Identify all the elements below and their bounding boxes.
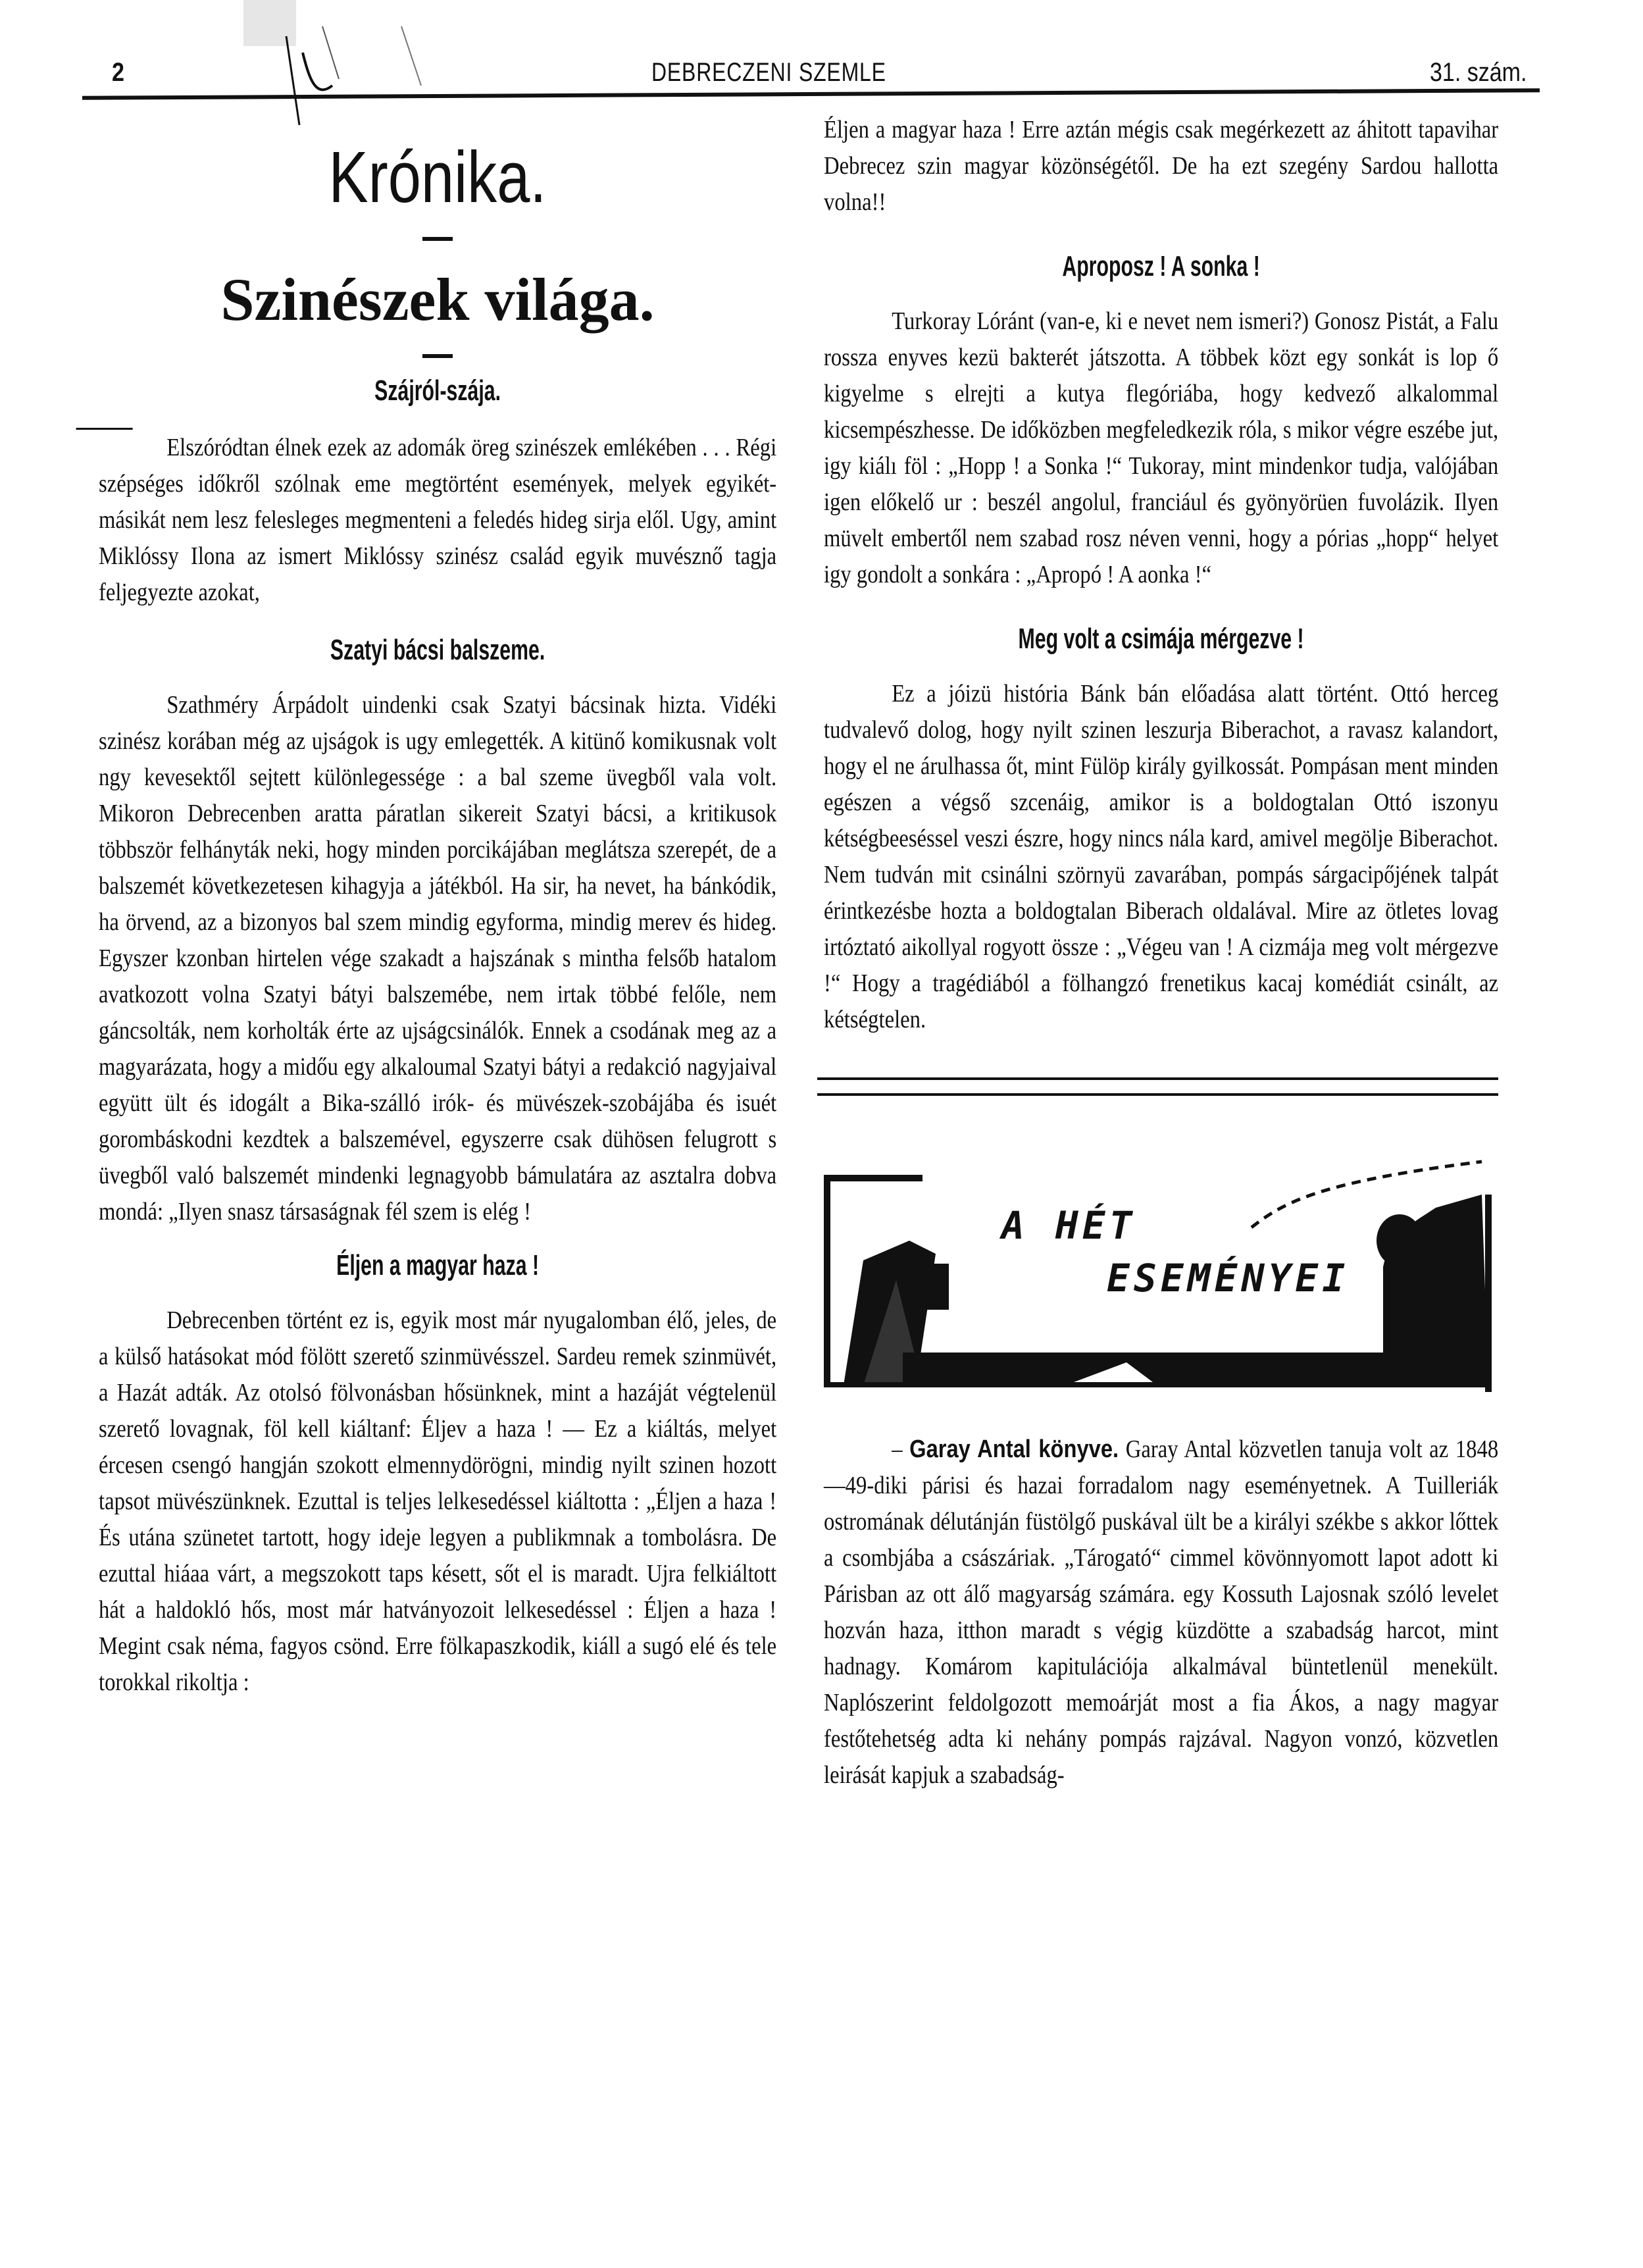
article-heading: Aproposz ! A sonka ! <box>1062 250 1260 282</box>
news-item <box>824 1431 1498 1793</box>
news-heading: Garay Antal könyve. <box>909 1435 1119 1463</box>
continued-paragraph: Éljen a magyar haza ! Erre aztán mégis csak megérkezett az áhitott tapavihar Debrecez szin magyar közönségétől. De ha ezt szegény Sardou hallotta volna!! <box>824 116 1499 216</box>
lead-dash: – <box>892 1435 903 1463</box>
news-text: Garay Antal közvetlen tanuja volt az 1848—49-diki párisi és hazai forradalom nagy eseményetnek. A Tuilleriák ostromának délutánján füstölgő puskával ült be a királyi székbe s akkor lőttek a csombjába a császáriak. „Tárogató“ cimmel kövönnyomott lapot adott ki Párisban az ott álő magyarság számára. egy Kossuth Lajosnak szóló levelet hozván haza, itthon maradt s végig küzdötte a szabadság harcot, mint hadnagy. Komárom kapitulációja alkalmával büntetlenül menekült. Naplószerint feldolgozott memoárját most a fia Ákos, a nagy magyar festőtehetség adta ki nehány pompás rajzával. Nagyon vonzó, közvetlen leirását kapjuk a szabadság- <box>824 1435 1499 1789</box>
page-number: 2 <box>112 58 124 87</box>
article-paragraph: Szathméry Árpádolt uindenki csak Szatyi bácsinak hizta. Vidéki szinész korában még az ujságok is ugy emlegették. A kitünő komikusnak volt ngy kevesektől sejtett különlegessége : a bal szeme üvegből vala volt. Mikoron Debrecenben aratta páratlan sikereit Szatyi bácsi, a kritikusok többször felhányták neki, hogy minden porcikájában meglátsza szerepét, de a balszemét következetesen kihagyja a játékból. Ha sir, ha nevet, ha bánkódik, ha örvend, az a bizonyos bal szem mindig egyforma, mindig merev és hideg. Egyszer kzonban hirtelen vége szakadt a hajszának s mintha felsőb hatalom avatkozott volna Szatyi bátyi balszemébe, nem irtak többé felőle, nem gáncsolták, nem korholták érte az ujságcsinálók. Ennek a csodának meg az a magyarázata, hogy a midőu egy alkaloumal Szatyi bátyi a redakció nagyjaival együtt ült és idogált a Bika-szálló irók- és müvészek-szobájába és isuét gorombáskodni kezdtek a balszemével, egyszerre csak dühösen felugrott s üvegből való balszemét mindenki legnagyobb bámulatára az asztalra dobva mondá: „Ilyen snasz társaságnak fél szem is elég ! <box>99 691 777 1225</box>
illustration-title-line1: A HÉT <box>1001 1203 1136 1248</box>
article-paragraph: Ez a jóizü história Bánk bán előadása alatt történt. Ottó herceg tudvalevő dolog, hogy nyilt szinen leszurja Biberachot, a ravasz kalandort, hogy el ne árulhassa őt, mint Fülöp király gyilkossát. Pompásan ment minden egészen a végső szcenáig, amikor is a boldogtalan Ottó iszonyu kétségbeeséssel veszi észre, hogy nincs nála kard, amivel megölje Biberachot. Nem tudván mit csinálni szörnyü zavarában, pompás sárgacipőjének talpát érintkezésbe hozta a boldogtalan Biberach oldalával. Mire az ötletes lovag irtóztató aikollyal rogyott össze : „Végeu van ! A cizmája meg volt mérgezve !“ Hogy a tragédiából a fölhangzó frenetikus kacaj komédiát csinált, az kétségtelen. <box>824 680 1499 1033</box>
article-heading: Meg volt a csimája mérgezve ! <box>1018 623 1304 655</box>
week-events-illustration <box>824 1155 1502 1399</box>
illustration-title-line2: ESEMÉNYEI <box>1107 1256 1350 1301</box>
publication-title: DEBRECZENI SZEMLE <box>651 58 886 87</box>
right-column <box>824 112 1498 1793</box>
page-header <box>82 39 1540 92</box>
issue-number: 31. szám. <box>1429 58 1527 87</box>
article-heading: Szájról-szája. <box>374 374 501 407</box>
article-paragraph: Turkoray Lóránt (van-e, ki e nevet nem ismeri?) Gonosz Pistát, a Falu rossza enyves kezü bakterét játszotta. A többek közt egy sonkát is lop ő kigyelme s elrejti a kutya flegóriába, hogy kedvező alkalommal kicsempészhesse. De időközben megfeledkezik róla, s mikor végre eszébe jut, igy kiálı föl : „Hopp ! a Sonka !“ Tukoray, mint mindenkor tudja, valójában igen előkelő ur : beszél angolul, franciául és gyönyörüen fuvolázik. Ilyen müvelt embertől nem szabad rosz néven venni, hogy a pórias „hopp“ helyet igy gondolt a sonkára : „Apropó ! A aonka !“ <box>824 307 1499 588</box>
divider-dash <box>422 354 453 358</box>
article-heading: Szatyi bácsi balszeme. <box>330 634 545 666</box>
article-paragraph: Debrecenben történt ez is, egyik most már nyugalomban élő, jeles, de a külső hatásokat mód fölött szerető szinmüvésszel. Sardeu remek szinmüvét, a Hazát adták. Az otolsó fölvonásban hősünknek, mint a hazáját végtelenül szerető lovagnak, föl kell kiáltanf: Éljev a haza ! — Ez a kiáltás, melyet ércesen csengó hangján szokott elmennydörögni, mindig nyilt szinen hozott tapsot müvészünknek. Ezuttal is teljes lelkesedéssel kiáltotta : „Éljen a haza ! És utána szünetet tartott, hogy ideje legyen a publikmnak a tombolásra. De ezuttal hiáaa várt, a megszokott taps késett, sőt el is maradt. Ujra felkiáltott hát a haldokló hős, most már hatványozoit lelkesedéssel : Éljen a haza ! Megint csak néma, fagyos csönd. Erre fölkapaszkodik, kiáll a sugó elé és tele torokkal rikoltja : <box>99 1306 777 1696</box>
section-title: Krónika. <box>328 137 547 218</box>
main-heading: Szinészek világa. <box>220 266 655 333</box>
article-heading: Éljen a magyar haza ! <box>336 1249 540 1281</box>
article-paragraph: Elszóródtan élnek ezek az adomák öreg szinészek emlékében . . . Régi szépséges időkről szólnak eme megtörtént események, melyek egyikét-másikát nem lesz felesleges megmenteni a feledés hideg sirja elől. Ugy, amint Miklóssy Ilona az ismert Miklóssy szinész család egyik muvésznő tagja feljegyezte azokat, <box>99 434 777 606</box>
left-column <box>99 112 776 1701</box>
divider-dash <box>422 237 453 241</box>
section-divider <box>817 1077 1498 1096</box>
